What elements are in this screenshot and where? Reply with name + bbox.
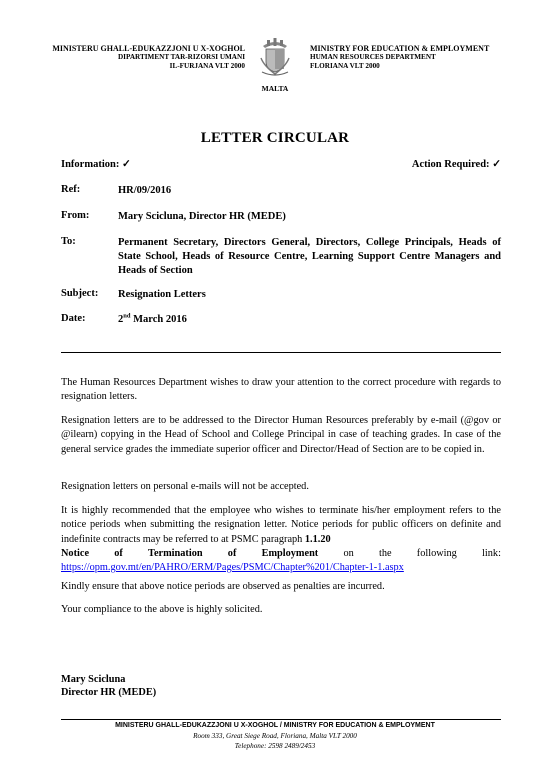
- tail-word: on: [343, 547, 354, 559]
- header-right-line: FLORIANA VLT 2000: [310, 62, 380, 70]
- notice-line: [61, 547, 501, 561]
- from-value: Mary Scicluna, Director HR (MEDE): [118, 211, 286, 222]
- letter-title: LETTER CIRCULAR: [200, 130, 350, 146]
- date-day: 2: [118, 314, 124, 325]
- body-paragraph-2: Resignation letters are to be addressed to the Director Human Resources preferably by e-mail (@gov or @ilearn) copying in the Head of School and College Principal in case of teaching grades. In case of the general service grades the immediate superior officer and Director/Head of Section are to be copied in.: [61, 415, 501, 455]
- header-left-line: DIPARTIMENT TAR-RIZORSI UMANI: [117, 53, 245, 61]
- footer-divider: [61, 719, 501, 720]
- action-required-block: [412, 158, 501, 170]
- notice-word: of: [114, 547, 123, 559]
- footer-telephone: Telephone: 2598 2489/2453: [234, 741, 316, 750]
- ref-value: HR/09/2016: [118, 185, 172, 196]
- date-suffix: nd: [123, 312, 131, 320]
- date-label: Date:: [61, 313, 86, 324]
- information-label: Information:: [61, 159, 120, 170]
- notice-text: It is highly recommended that the employee who wishes to terminate his/her employment refers to the notice periods when submitting the resignation letter. Notice periods for public officers on definite and indefinite contracts may be referred to at PSMC paragraph: [61, 505, 501, 545]
- header-right-block: [310, 44, 540, 71]
- body-paragraph-3: Resignation letters on personal e-mails will not be accepted.: [61, 481, 309, 492]
- header-country: MALTA: [261, 84, 289, 93]
- header-left-line: IL-FURJANA VLT 2000: [169, 62, 245, 70]
- notice-word: Employment: [261, 547, 319, 559]
- signatory-name: Mary Scicluna: [61, 674, 126, 685]
- action-required-check-icon: ✓: [492, 159, 501, 170]
- header-left-block: [20, 44, 245, 71]
- notice-word: Termination: [148, 547, 203, 559]
- subject-value: Resignation Letters: [118, 289, 206, 300]
- header-right-line: HUMAN RESOURCES DEPARTMENT: [310, 53, 436, 61]
- footer-ministry: MINISTERU GHALL-EDUKAZZJONI U X-XOGHOL / MINISTRY FOR EDUCATION & EMPLOYMENT: [115, 722, 435, 729]
- signature-block: [61, 673, 156, 699]
- tail-word: the: [378, 547, 392, 559]
- to-label: To:: [61, 236, 76, 247]
- footer-address-block: [0, 732, 550, 751]
- information-check-icon: ✓: [121, 159, 131, 170]
- notice-word: Notice: [61, 547, 90, 559]
- subject-label: Subject:: [61, 288, 99, 299]
- footer-address: Room 333, Great Siege Road, Floriana, Malta VLT 2000: [193, 732, 357, 740]
- body-paragraph-1: The Human Resources Department wishes to draw your attention to the correct procedure with regards to resignation letters.: [61, 377, 501, 403]
- date-value: [118, 313, 501, 327]
- action-required-label: Action Required:: [411, 159, 490, 170]
- info-action-row: [61, 158, 501, 170]
- body-paragraph-6: Your compliance to the above is highly solicited.: [61, 604, 263, 615]
- to-value: Permanent Secretary, Directors General, Directors, College Principals, Heads of State School, Heads of Resource Centre, Learning Support Centre Managers and Heads of Section: [118, 237, 501, 276]
- header-left-line: MINISTERU GHALL-EDUKAZZJONI U X-XOGHOL: [52, 44, 245, 53]
- ref-label: Ref:: [61, 184, 81, 195]
- header-right-line: MINISTRY FOR EDUCATION & EMPLOYMENT: [310, 44, 490, 53]
- psmc-paragraph-ref: 1.1.20: [304, 533, 331, 545]
- tail-word: link:: [482, 547, 501, 559]
- body-paragraph-5: Kindly ensure that above notice periods are observed as penalties are incurred.: [61, 581, 385, 592]
- psmc-chapter-link[interactable]: https://opm.gov.mt/en/PAHRO/ERM/Pages/PSMC/Chapter%201/Chapter-1-1.aspx: [61, 562, 404, 574]
- tail-word: following: [416, 547, 457, 559]
- from-label: From:: [61, 210, 90, 221]
- to-row: [61, 236, 501, 280]
- signatory-title: Director HR (MEDE): [61, 687, 157, 698]
- body-paragraph-4: [61, 504, 501, 575]
- date-rest: March 2016: [130, 314, 187, 325]
- header-divider: [61, 352, 501, 353]
- notice-word: of: [227, 547, 237, 559]
- coat-of-arms-emblem: [259, 36, 291, 78]
